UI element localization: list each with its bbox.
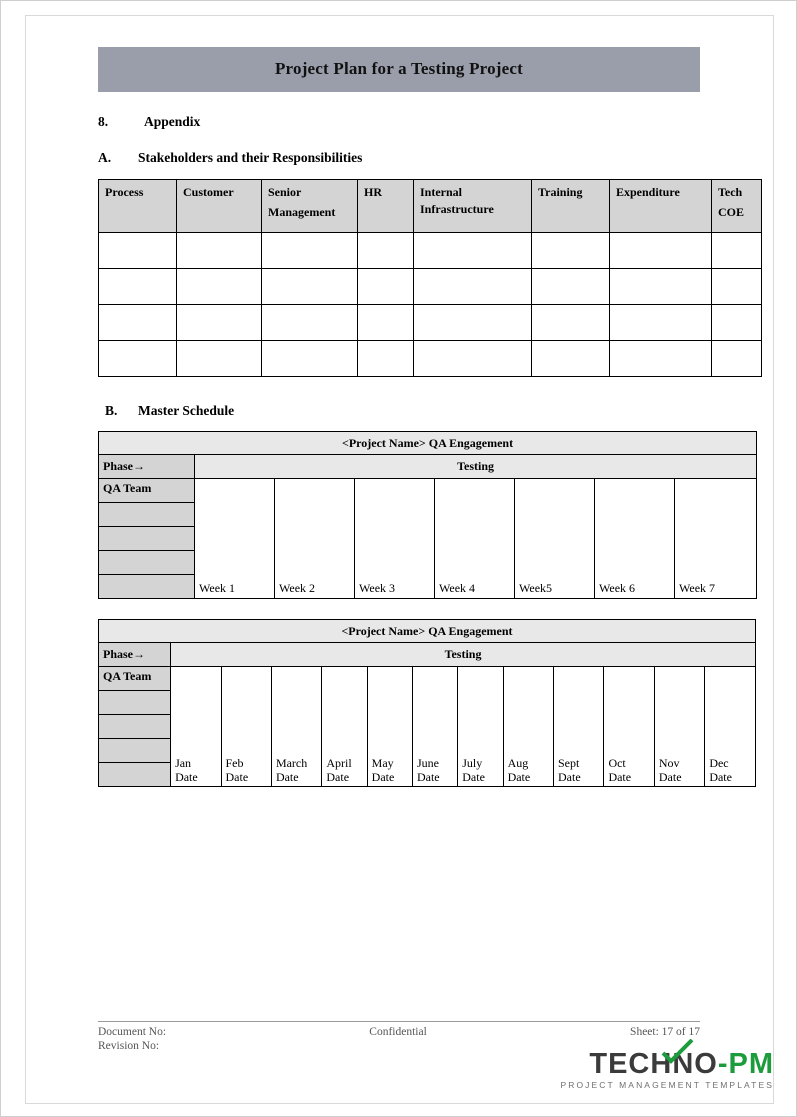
month-cell-july[interactable]: July Date	[458, 667, 503, 787]
qa-team-slot[interactable]	[99, 739, 171, 763]
cell[interactable]	[177, 341, 262, 377]
page-title: Project Plan for a Testing Project	[98, 47, 700, 92]
cell[interactable]	[414, 269, 532, 305]
testing-label: Testing	[171, 643, 756, 667]
logo-text-mid: NO	[672, 1048, 718, 1080]
col-tech-coe: Tech COE	[712, 180, 762, 233]
qa-team-slot[interactable]	[99, 715, 171, 739]
week-cell-5[interactable]: Week5	[515, 479, 595, 599]
cell[interactable]	[262, 269, 358, 305]
cell[interactable]	[610, 305, 712, 341]
cell[interactable]	[177, 269, 262, 305]
cell[interactable]	[99, 341, 177, 377]
schedule-phase-row	[99, 455, 757, 479]
month-cell-june[interactable]: June Date	[412, 667, 457, 787]
subsection-b-label: Master Schedule	[138, 403, 235, 418]
checkmark-icon	[661, 1039, 695, 1065]
logo-text-dark: TECH	[589, 1048, 673, 1080]
week-cell-6[interactable]: Week 6	[595, 479, 675, 599]
qa-team-slot[interactable]	[99, 691, 171, 715]
cell[interactable]	[99, 233, 177, 269]
table-row[interactable]	[99, 269, 762, 305]
week-cell-7[interactable]: Week 7	[675, 479, 757, 599]
cell[interactable]	[532, 269, 610, 305]
cell[interactable]	[358, 305, 414, 341]
month-cell-aug[interactable]: Aug Date	[503, 667, 553, 787]
cell[interactable]	[262, 305, 358, 341]
qa-team-slot[interactable]	[99, 503, 195, 527]
cell[interactable]	[532, 305, 610, 341]
qa-team-slot[interactable]	[99, 527, 195, 551]
testing-label: Testing	[195, 455, 757, 479]
subsection-heading-b	[105, 403, 700, 419]
cell[interactable]	[712, 233, 762, 269]
week-cell-1[interactable]: Week 1	[195, 479, 275, 599]
month-cell-dec[interactable]: Dec Date	[705, 667, 756, 787]
phase-label: Phase→	[99, 455, 195, 479]
subsection-heading-a	[98, 150, 700, 166]
document-content	[98, 47, 745, 787]
month-cell-oct[interactable]: Oct Date	[604, 667, 654, 787]
col-hr: HR	[358, 180, 414, 233]
cell[interactable]	[99, 269, 177, 305]
cell[interactable]	[712, 305, 762, 341]
section-label: Appendix	[144, 114, 201, 129]
cell[interactable]	[414, 305, 532, 341]
cell[interactable]	[177, 305, 262, 341]
logo-wordmark	[589, 1049, 774, 1079]
subsection-b-number: B.	[105, 403, 118, 418]
cell[interactable]	[610, 341, 712, 377]
logo-text-green: -PM	[717, 1048, 774, 1080]
logo-tagline: PROJECT MANAGEMENT TEMPLATES	[560, 1080, 774, 1090]
week-cell-4[interactable]: Week 4	[435, 479, 515, 599]
master-schedule-monthly-table	[98, 619, 756, 787]
cell[interactable]	[358, 341, 414, 377]
cell[interactable]	[358, 269, 414, 305]
table-row[interactable]	[99, 305, 762, 341]
qa-team-slot[interactable]	[99, 575, 195, 599]
cell[interactable]	[712, 269, 762, 305]
schedule-qa-row	[99, 479, 757, 503]
schedule-title-row	[99, 432, 757, 455]
cell[interactable]	[414, 233, 532, 269]
schedule-phase-row	[99, 643, 756, 667]
master-schedule-weekly-table	[98, 431, 757, 599]
cell[interactable]	[177, 233, 262, 269]
month-cell-feb[interactable]: Feb Date	[221, 667, 271, 787]
schedule-title: <Project Name> QA Engagement	[99, 620, 756, 643]
schedule-title: <Project Name> QA Engagement	[99, 432, 757, 455]
cell[interactable]	[610, 269, 712, 305]
cell[interactable]	[99, 305, 177, 341]
techno-pm-logo	[514, 1049, 774, 1090]
cell[interactable]	[414, 341, 532, 377]
qa-team-label: QA Team	[99, 667, 171, 691]
stakeholders-table	[98, 179, 762, 377]
week-cell-2[interactable]: Week 2	[275, 479, 355, 599]
col-process: Process	[99, 180, 177, 233]
col-customer: Customer	[177, 180, 262, 233]
footer-sheet-number: Sheet: 17 of 17	[630, 1026, 700, 1038]
schedule-title-row	[99, 620, 756, 643]
cell[interactable]	[532, 233, 610, 269]
schedule-qa-row	[99, 667, 756, 691]
cell[interactable]	[262, 233, 358, 269]
table-header-row	[99, 180, 762, 233]
footer-document-no: Document No:	[98, 1026, 167, 1038]
phase-label: Phase→	[99, 643, 171, 667]
cell[interactable]	[712, 341, 762, 377]
month-cell-may[interactable]: May Date	[367, 667, 412, 787]
cell[interactable]	[610, 233, 712, 269]
week-cell-3[interactable]: Week 3	[355, 479, 435, 599]
table-row[interactable]	[99, 341, 762, 377]
month-cell-jan[interactable]: Jan Date	[171, 667, 221, 787]
subsection-a-number: A.	[98, 150, 112, 165]
month-cell-nov[interactable]: Nov Date	[654, 667, 704, 787]
qa-team-label: QA Team	[99, 479, 195, 503]
table-row[interactable]	[99, 233, 762, 269]
month-cell-april[interactable]: April Date	[322, 667, 367, 787]
col-internal-infrastructure: Internal Infrastructure	[414, 180, 532, 233]
subsection-a-label: Stakeholders and their Responsibilities	[138, 150, 363, 165]
section-heading-appendix	[98, 114, 700, 130]
section-number: 8.	[98, 114, 109, 129]
cell[interactable]	[358, 233, 414, 269]
col-expenditure: Expenditure	[610, 180, 712, 233]
month-cell-sept[interactable]: Sept Date	[554, 667, 604, 787]
col-training: Training	[532, 180, 610, 233]
footer-revision-no: Revision No:	[98, 1040, 160, 1052]
cell[interactable]	[532, 341, 610, 377]
qa-team-slot[interactable]	[99, 551, 195, 575]
qa-team-slot[interactable]	[99, 763, 171, 787]
footer-confidential: Confidential	[369, 1026, 427, 1038]
col-senior-management: Senior Management	[262, 180, 358, 233]
cell[interactable]	[262, 341, 358, 377]
month-cell-march[interactable]: March Date	[271, 667, 321, 787]
